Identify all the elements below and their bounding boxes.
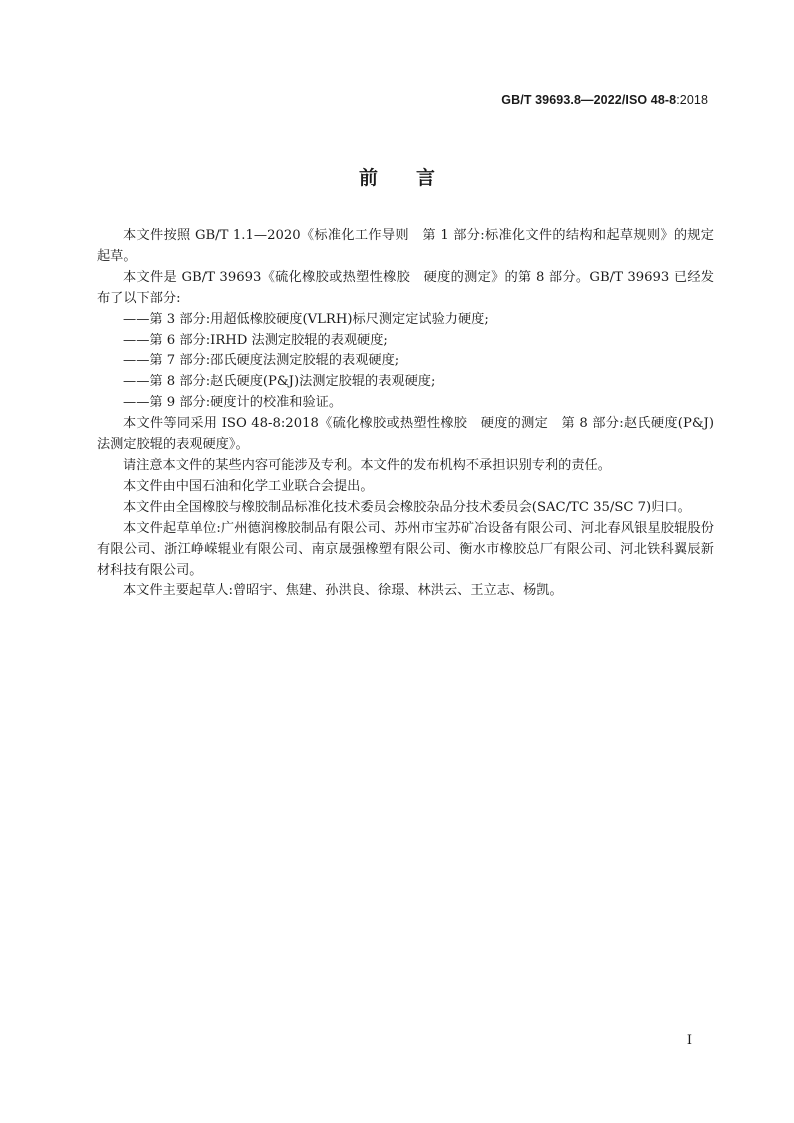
paragraph-patent-notice: 请注意本文件的某些内容可能涉及专利。本文件的发布机构不承担识别专利的责任。 bbox=[123, 457, 611, 473]
title-char-1: 前 bbox=[358, 167, 378, 189]
standard-year: :2018 bbox=[676, 93, 708, 107]
page-number: I bbox=[686, 1033, 692, 1048]
title-char-2: 言 bbox=[416, 167, 436, 189]
standard-number-header bbox=[501, 93, 708, 107]
list-item-part-7: ——第 7 部分:邵氏硬度法测定胶辊的表观硬度; bbox=[123, 353, 400, 369]
paragraph-drafting-rules: 本文件按照 GB/T 1.1—2020《标准化工作导则 第 1 部分:标准化文件的结构和起草规则》的规定起草。 bbox=[97, 228, 714, 264]
foreword-body bbox=[97, 226, 714, 602]
paragraph-committee: 本文件由全国橡胶与橡胶制品标准化技术委员会橡胶杂品分技术委员会(SAC/TC 35/SC 7)归口。 bbox=[123, 499, 691, 515]
paragraph-proposer: 本文件由中国石油和化学工业联合会提出。 bbox=[123, 478, 374, 494]
list-item-part-9: ——第 9 部分:硬度计的校准和验证。 bbox=[123, 395, 343, 411]
paragraph-series-parts: 本文件是 GB/T 39693《硫化橡胶或热塑性橡胶 硬度的测定》的第 8 部分。GB/T 39693 已经发布了以下部分: bbox=[97, 269, 714, 306]
standard-number: GB/T 39693.8—2022/ISO 48-8 bbox=[501, 93, 677, 107]
paragraph-drafters: 本文件主要起草人:曾昭宇、焦建、孙洪良、徐璟、林洪云、王立志、杨凯。 bbox=[123, 583, 563, 599]
list-item-part-3: ——第 3 部分:用超低橡胶硬度(VLRH)标尺测定定试验力硬度; bbox=[123, 311, 489, 327]
list-item-part-6: ——第 6 部分:IRHD 法测定胶辊的表观硬度; bbox=[123, 332, 388, 348]
paragraph-iso-adoption: 本文件等同采用 ISO 48-8:2018《硫化橡胶或热塑性橡胶 硬度的测定 第 8 部分:赵氏硬度(P&J)法测定胶辊的表观硬度》。 bbox=[97, 416, 714, 453]
list-item-part-8: ——第 8 部分:赵氏硬度(P&J)法测定胶辊的表观硬度; bbox=[123, 374, 436, 390]
paragraph-drafting-units: 本文件起草单位:广州德润橡胶制品有限公司、苏州市宝苏矿冶设备有限公司、河北春风银星胶辊股份有限公司、浙江峥嵘辊业有限公司、南京晟强橡塑有限公司、衡水市橡胶总厂有限公司、河北铁科翼辰新材科技有限公司。 bbox=[97, 520, 714, 578]
page-title bbox=[0, 163, 794, 190]
